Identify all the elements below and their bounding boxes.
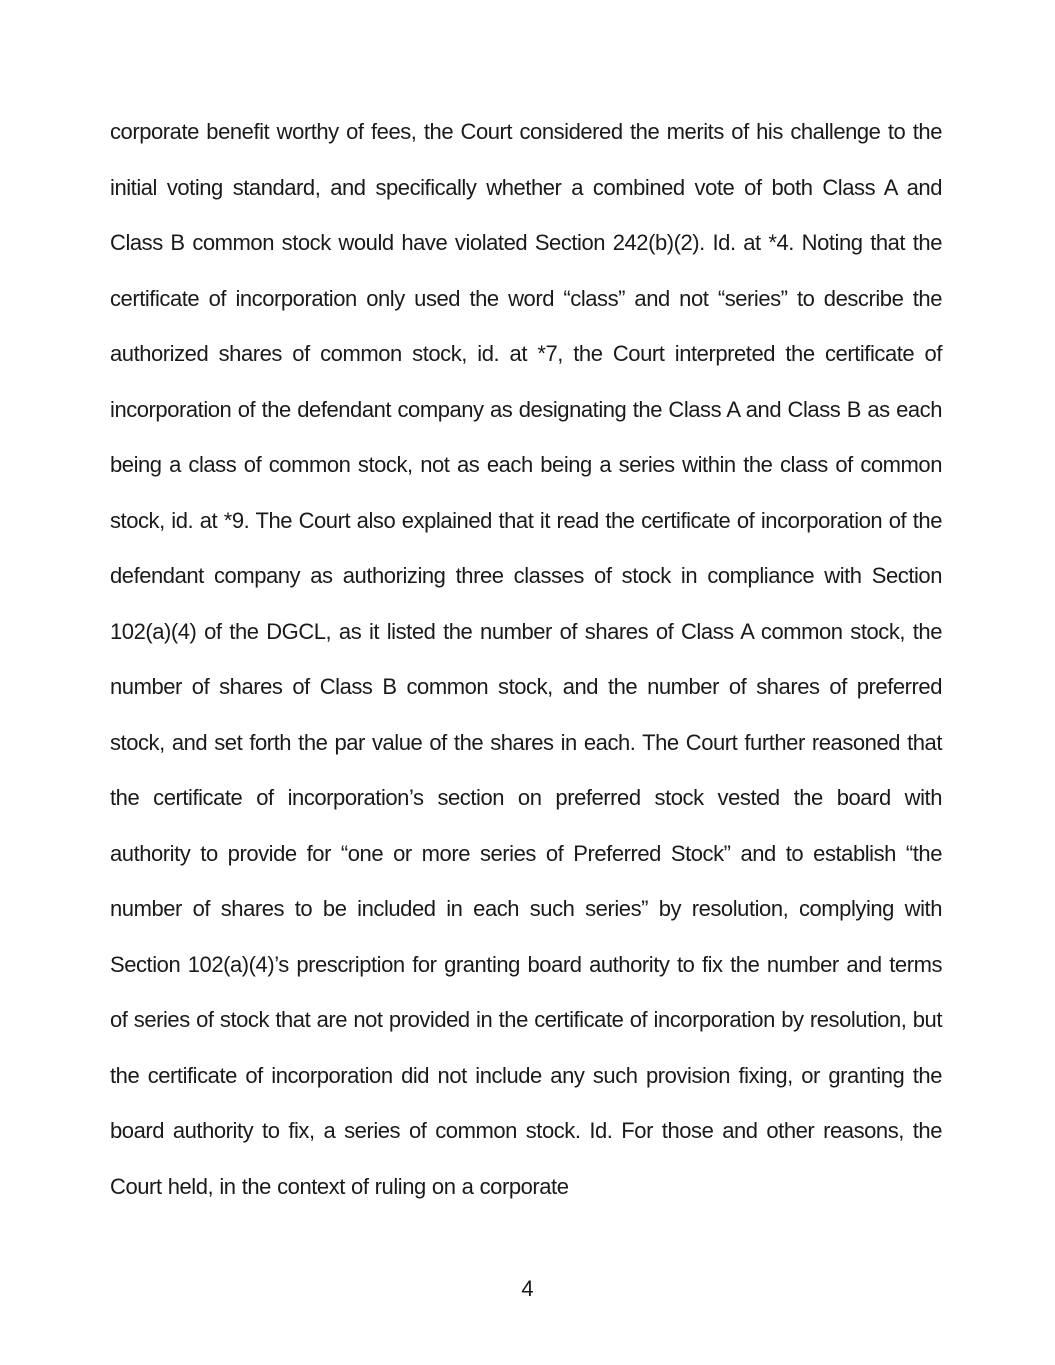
page-number: 4	[521, 1276, 534, 1301]
body-paragraph: corporate benefit worthy of fees, the Court considered the merits of his challenge to the initial voting standard, and specifically whether a combined vote of both Class A and Class B common stock would have violated Section 242(b)(2). Id. at *4. Noting that the certificate of incorporation only used the word “class” and not “series” to describe the authorized shares of common stock, id. at *7, the Court interpreted the certificate of incorporation of the defendant company as designating the Class A and Class B as each being a class of common stock, not as each being a series within the class of common stock, id. at *9. The Court also explained that it read the certificate of incorporation of the defendant company as authorizing three classes of stock in compliance with Section 102(a)(4) of the DGCL, as it listed the number of shares of Class A common stock, the number of shares of Class B common stock, and the number of shares of preferred stock, and set forth the par value of the shares in each. The Court further reasoned that the certificate of incorporation’s section on preferred stock vested the board with authority to provide for “one or more series of Preferred Stock” and to establish “the number of shares to be included in each such series” by resolution, complying with Section 102(a)(4)’s prescription for granting board authority to fix the number and terms of series of stock that are not provided in the certificate of incorporation by resolution, but the certificate of incorporation did not include any such provision fixing, or granting the board authority to fix, a series of common stock. Id. For those and other reasons, the Court held, in the context of ruling on a corporate	[110, 119, 942, 1199]
